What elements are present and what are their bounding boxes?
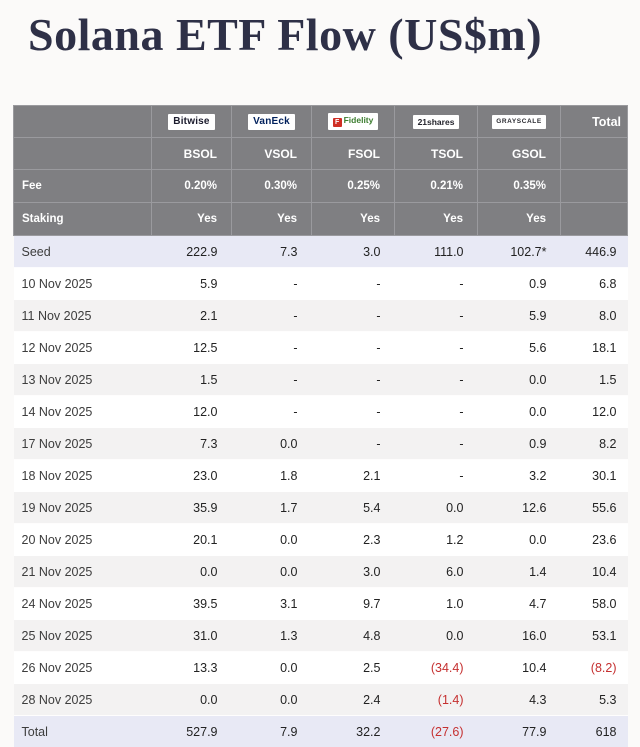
row-label: 10 Nov 2025 [14,268,152,300]
cell-value: 31.0 [152,620,232,652]
cell-value: - [395,268,478,300]
cell-value: 10.4 [561,556,628,588]
table-row [14,396,628,428]
fee-row [14,170,628,203]
row-label: 19 Nov 2025 [14,492,152,524]
page-title: Solana ETF Flow (US$m) [28,9,543,60]
table-row [14,236,628,268]
cell-value: 1.0 [395,588,478,620]
cell-value: - [395,364,478,396]
cell-value: - [232,268,312,300]
grayscale-logo-cell [478,106,561,138]
cell-value: 30.1 [561,460,628,492]
row-label: Total [14,716,152,747]
staking-vsol: Yes [232,203,312,236]
fee-tsol: 0.21% [395,170,478,203]
table-row [14,652,628,684]
cell-value: 0.0 [478,396,561,428]
cell-value: 18.1 [561,332,628,364]
cell-value: 5.3 [561,684,628,716]
cell-value: - [232,364,312,396]
cell-value: 618 [561,716,628,747]
bitwise-logo-cell [152,106,232,138]
ticker-vsol: VSOL [232,138,312,170]
fee-row-label: Fee [14,170,152,203]
cell-value: 0.0 [232,524,312,556]
cell-value: - [312,428,395,460]
cell-value: 0.0 [152,556,232,588]
cell-value: - [312,396,395,428]
cell-value: 3.2 [478,460,561,492]
cell-value: 8.2 [561,428,628,460]
row-label: 28 Nov 2025 [14,684,152,716]
cell-value: - [232,396,312,428]
cell-value: 0.9 [478,268,561,300]
cell-value: 6.8 [561,268,628,300]
cell-value: 1.2 [395,524,478,556]
cell-value: 53.1 [561,620,628,652]
cell-value: 0.0 [395,492,478,524]
staking-fsol: Yes [312,203,395,236]
cell-value: 2.4 [312,684,395,716]
cell-value: 102.7* [478,236,561,268]
cell-value: 23.0 [152,460,232,492]
fee-gsol: 0.35% [478,170,561,203]
cell-value: 3.1 [232,588,312,620]
fidelity-logo-cell [312,106,395,138]
row-label: 18 Nov 2025 [14,460,152,492]
row-label: 17 Nov 2025 [14,428,152,460]
fidelity-logo-text: Fidelity [343,115,374,126]
cell-value: 0.0 [232,556,312,588]
cell-value: 3.0 [312,236,395,268]
fee-total-empty-cell [561,170,628,203]
table-row [14,364,628,396]
staking-bsol: Yes [152,203,232,236]
cell-value: 12.6 [478,492,561,524]
ticker-bsol: BSOL [152,138,232,170]
provider-logo-row [14,106,628,138]
table-row [14,428,628,460]
table-row [14,716,628,747]
cell-value: (8.2) [561,652,628,684]
cell-value: 4.8 [312,620,395,652]
cell-value: 23.6 [561,524,628,556]
cell-value: 13.3 [152,652,232,684]
table-row [14,588,628,620]
staking-row-label: Staking [14,203,152,236]
table-row [14,268,628,300]
cell-value: 39.5 [152,588,232,620]
cell-value: 0.0 [478,364,561,396]
cell-value: - [395,396,478,428]
cell-value: - [312,268,395,300]
fidelity-logo [328,113,379,130]
21shares-logo: 21shares [413,115,460,130]
table-body [14,236,628,747]
vaneck-logo: VanEck [248,114,295,130]
cell-value: (1.4) [395,684,478,716]
ticker-tsol: TSOL [395,138,478,170]
cell-value: 2.1 [152,300,232,332]
cell-value: 111.0 [395,236,478,268]
row-label: 12 Nov 2025 [14,332,152,364]
row-label: Seed [14,236,152,268]
cell-value: 7.9 [232,716,312,747]
cell-value: 5.6 [478,332,561,364]
total-column-header: Total [561,106,628,138]
cell-value: 5.9 [478,300,561,332]
cell-value: 16.0 [478,620,561,652]
table-row [14,684,628,716]
staking-row [14,203,628,236]
cell-value: 4.3 [478,684,561,716]
cell-value: 5.9 [152,268,232,300]
row-label: 20 Nov 2025 [14,524,152,556]
cell-value: - [232,300,312,332]
cell-value: 0.0 [232,428,312,460]
cell-value: 1.8 [232,460,312,492]
cell-value: 0.0 [395,620,478,652]
cell-value: 2.3 [312,524,395,556]
row-label: 13 Nov 2025 [14,364,152,396]
row-label: 25 Nov 2025 [14,620,152,652]
table-row [14,460,628,492]
cell-value: 1.7 [232,492,312,524]
cell-value: 0.0 [232,652,312,684]
cell-value: 0.0 [232,684,312,716]
cell-value: 3.0 [312,556,395,588]
21shares-logo-cell [395,106,478,138]
cell-value: 7.3 [152,428,232,460]
cell-value: 1.4 [478,556,561,588]
cell-value: 0.9 [478,428,561,460]
fidelity-f-icon: F [333,118,342,127]
cell-value: 20.1 [152,524,232,556]
corner-empty-cell [14,106,152,138]
cell-value: 10.4 [478,652,561,684]
fee-fsol: 0.25% [312,170,395,203]
cell-value: 0.0 [152,684,232,716]
grayscale-logo: GRAYSCALE [492,115,546,130]
staking-gsol: Yes [478,203,561,236]
cell-value: 35.9 [152,492,232,524]
cell-value: 12.0 [152,396,232,428]
ticker-total-empty-cell [561,138,628,170]
fee-vsol: 0.30% [232,170,312,203]
table-row [14,492,628,524]
cell-value: 77.9 [478,716,561,747]
cell-value: 9.7 [312,588,395,620]
cell-value: 527.9 [152,716,232,747]
cell-value: 12.5 [152,332,232,364]
cell-value: 1.5 [561,364,628,396]
row-label: 26 Nov 2025 [14,652,152,684]
cell-value: 7.3 [232,236,312,268]
cell-value: 2.5 [312,652,395,684]
table-row [14,332,628,364]
cell-value: 1.3 [232,620,312,652]
ticker-gsol: GSOL [478,138,561,170]
cell-value: 446.9 [561,236,628,268]
cell-value: - [395,428,478,460]
ticker-row [14,138,628,170]
cell-value: - [395,300,478,332]
cell-value: 32.2 [312,716,395,747]
etf-flow-table [13,105,628,747]
cell-value: - [312,364,395,396]
cell-value: 4.7 [478,588,561,620]
table-row [14,556,628,588]
staking-total-empty-cell [561,203,628,236]
cell-value: - [312,300,395,332]
bitwise-logo: Bitwise [168,114,214,130]
cell-value: - [395,460,478,492]
table-row [14,524,628,556]
vaneck-logo-cell [232,106,312,138]
etf-flow-table-container [13,105,627,747]
cell-value: 1.5 [152,364,232,396]
staking-tsol: Yes [395,203,478,236]
table-row [14,300,628,332]
table-header [14,106,628,236]
ticker-fsol: FSOL [312,138,395,170]
fee-bsol: 0.20% [152,170,232,203]
row-label: 24 Nov 2025 [14,588,152,620]
cell-value: (34.4) [395,652,478,684]
cell-value: 6.0 [395,556,478,588]
cell-value: 5.4 [312,492,395,524]
cell-value: - [312,332,395,364]
cell-value: - [395,332,478,364]
cell-value: 58.0 [561,588,628,620]
cell-value: 55.6 [561,492,628,524]
cell-value: (27.6) [395,716,478,747]
cell-value: 2.1 [312,460,395,492]
table-row [14,620,628,652]
ticker-row-empty-cell [14,138,152,170]
cell-value: 8.0 [561,300,628,332]
row-label: 14 Nov 2025 [14,396,152,428]
cell-value: 222.9 [152,236,232,268]
cell-value: - [232,332,312,364]
row-label: 11 Nov 2025 [14,300,152,332]
row-label: 21 Nov 2025 [14,556,152,588]
cell-value: 12.0 [561,396,628,428]
cell-value: 0.0 [478,524,561,556]
